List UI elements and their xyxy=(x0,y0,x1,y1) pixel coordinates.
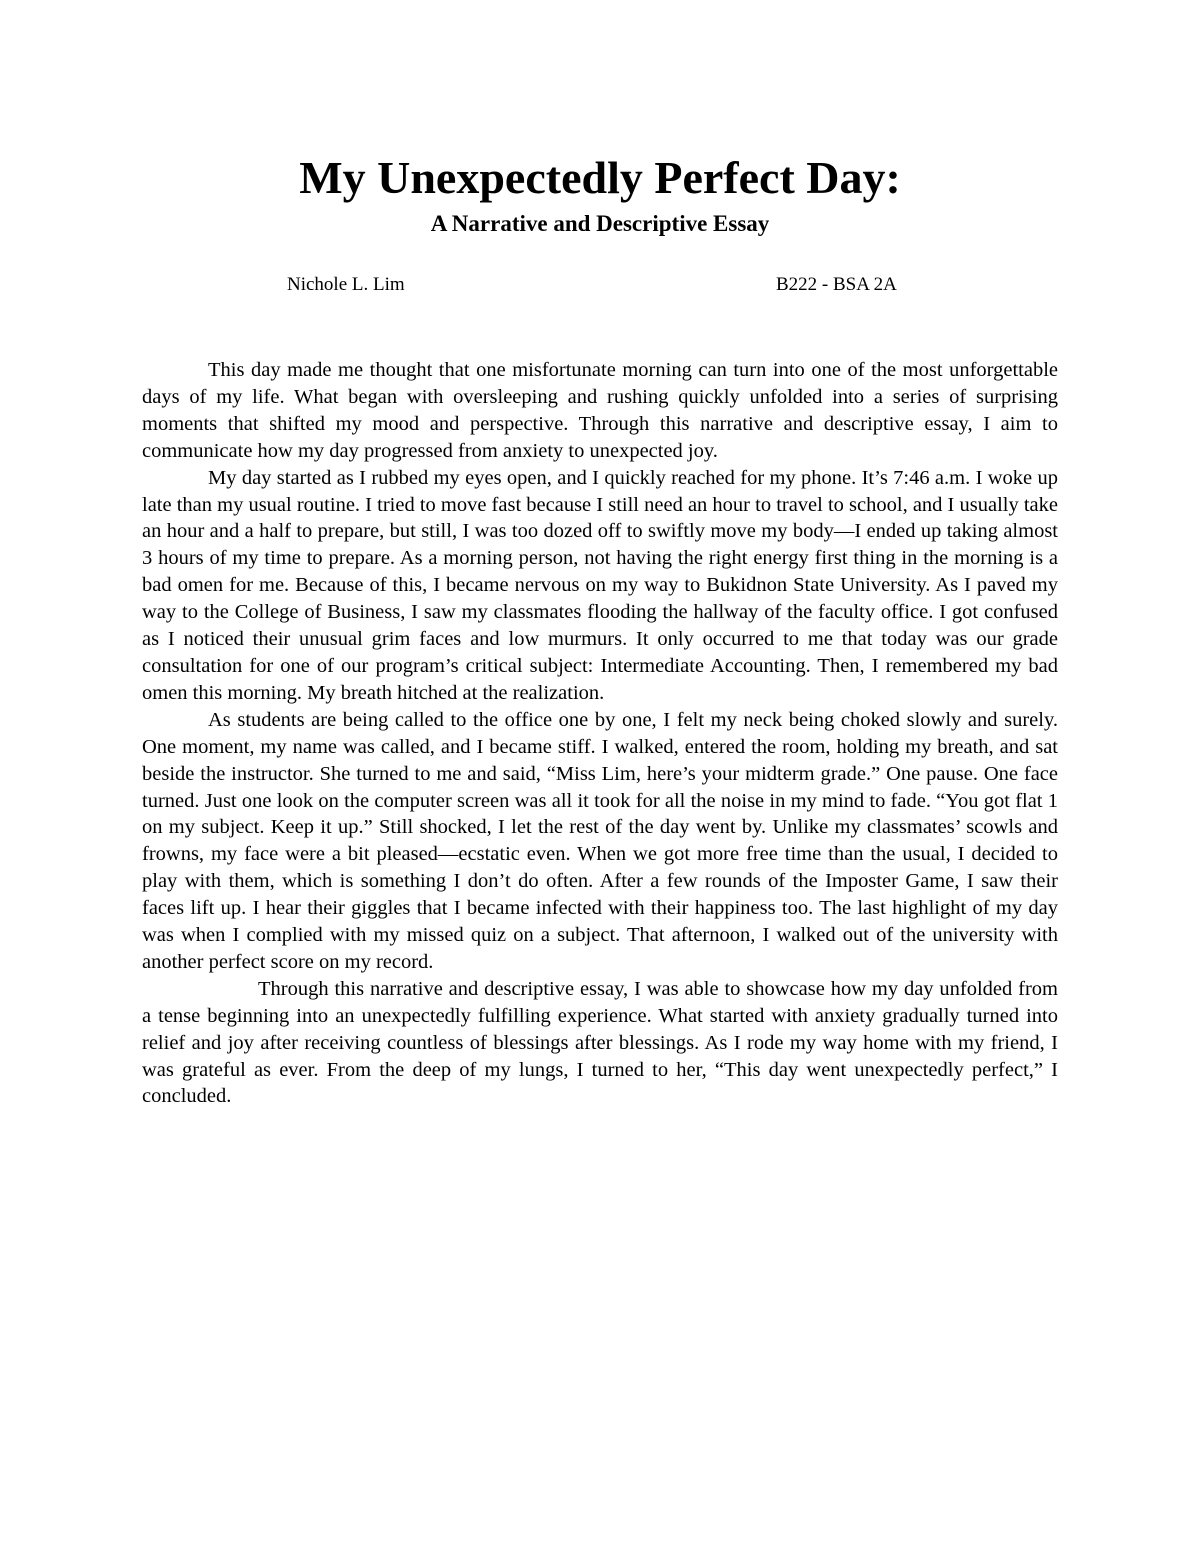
essay-subtitle: A Narrative and Descriptive Essay xyxy=(430,211,770,236)
class-section: B222 - BSA 2A xyxy=(776,274,897,295)
essay-body xyxy=(142,357,1058,1110)
paragraph-introduction: This day made me thought that one misfortunate morning can turn into one of the most unforgettable days of my life. What began with oversleeping and rushing quickly unfolded into a series of surprising moments that shifted my mood and perspective. Through this narrative and descriptive essay, I aim to communicate how my day progressed from anxiety to unexpected joy. xyxy=(142,359,1058,462)
essay-title: My Unexpectedly Perfect Day: xyxy=(299,152,901,203)
paragraph-morning: My day started as I rubbed my eyes open, and I quickly reached for my phone. It’s 7:46 a.m. I woke up late than my usual routine. I tried to move fast because I still need an hour to travel to school, and I usually take an hour and a half to prepare, but still, I was too dozed off to swiftly move my body—I ended up taking almost 3 hours of my time to prepare. As a morning person, not having the right energy first thing in the morning is a bad omen for me. Because of this, I became nervous on my way to Bukidnon State University. As I paved my way to the College of Business, I saw my classmates flooding the hallway of the faculty office. I got confused as I noticed their unusual grim faces and low murmurs. It only occurred to me that today was our grade consultation for one of our program’s critical subject: Intermediate Accounting. Then, I remembered my bad omen this morning. My breath hitched at the realization. xyxy=(142,466,1058,704)
paragraph-consultation: As students are being called to the office one by one, I felt my neck being choked slowly and surely. One moment, my name was called, and I became stiff. I walked, entered the room, holding my breath, and sat beside the instructor. She turned to me and said, “Miss Lim, here’s your midterm grade.” One pause. One face turned. Just one look on the computer screen was all it took for all the noise in my mind to fade. “You got flat 1 on my subject. Keep it up.” Still shocked, I let the rest of the day went by. Unlike my classmates’ scowls and frowns, my face were a bit pleased—ecstatic even. When we got more free time than the usual, I decided to play with them, which is something I don’t do often. After a few rounds of the Imposter Game, I saw their faces lift up. I hear their giggles that I became infected with their happiness too. The last highlight of my day was when I complied with my missed quiz on a subject. That afternoon, I walked out of the university with another perfect score on my record. xyxy=(142,708,1058,973)
author-name: Nichole L. Lim xyxy=(287,274,405,295)
paragraph-conclusion: Through this narrative and descriptive essay, I was able to showcase how my day unfolded from a tense beginning into an unexpectedly fulfilling experience. What started with anxiety gradually turned into relief and joy after receiving countless of blessings after blessings. As I rode my way home with my friend, I was grateful as ever. From the deep of my lungs, I turned to her, “This day went unexpectedly perfect,” I concluded. xyxy=(142,977,1058,1108)
